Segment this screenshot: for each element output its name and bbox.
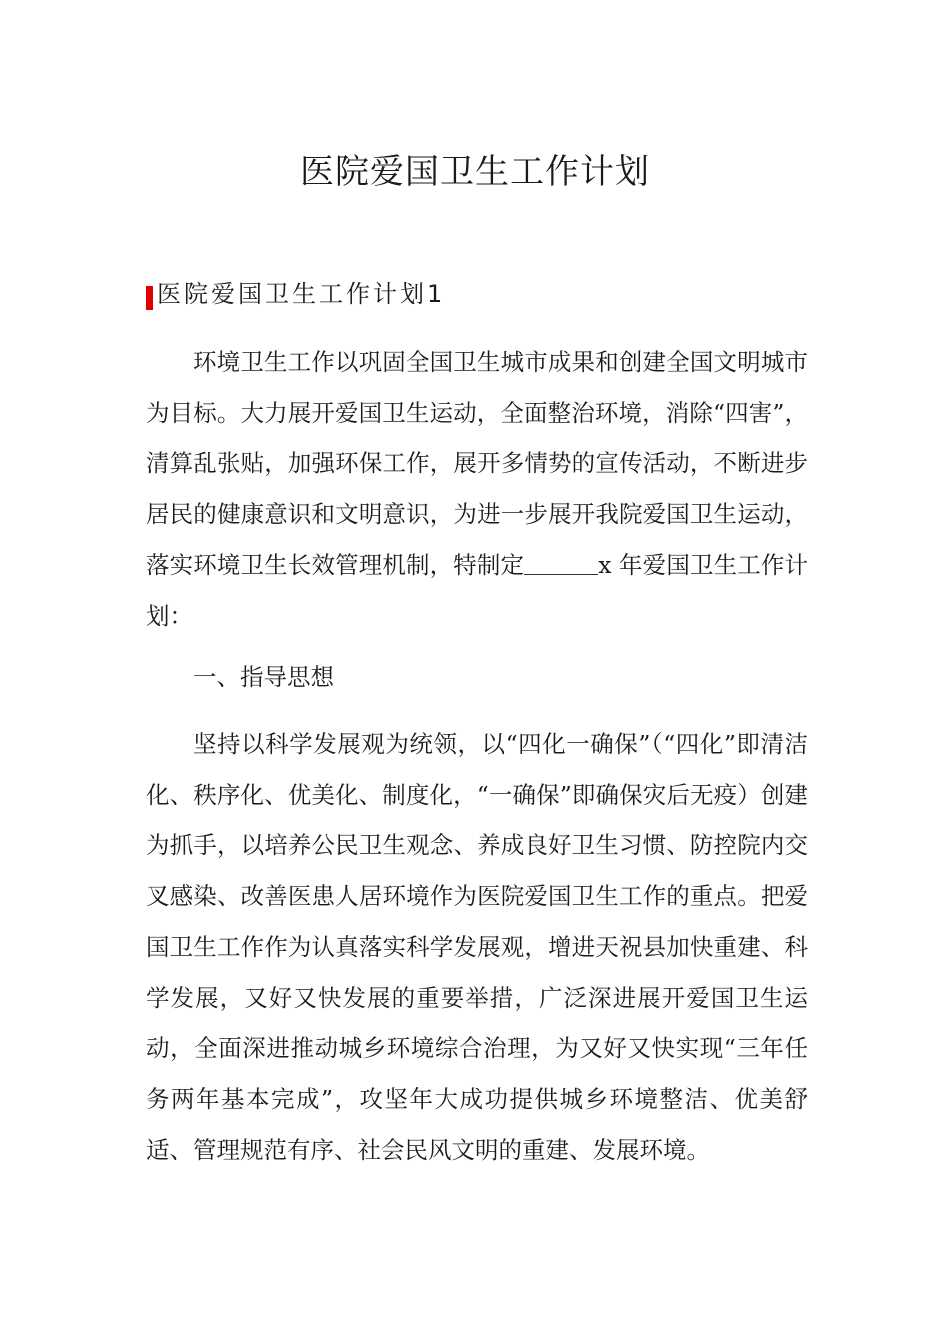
guiding-ideology-paragraph: 坚持以科学发展观为统领，以“四化一确保”（“四化”即清洁化、秩序化、优美化、制度化，“一确保”即确保灾后无疫）创建为抓手，以培养公民卫生观念、养成良好卫生习惯、防控院内交叉感染、改善医患人居环境作为医院爱国卫生工作的重点。把爱国卫生工作作为认真落实科学发展观，增进天祝县加快重建、科学发展，又好又快发展的重要举措，广泛深进展开爱国卫生运动，全面深进推动城乡环境综合治理，为又好又快实现“三年任务两年基本完成”，攻坚年大成功提供城乡环境整洁、优美舒适、管理规范有序、社会民风文明的重建、发展环境。 bbox=[146, 730, 808, 1164]
section-heading-text: 医院爱国卫生工作计划1 bbox=[157, 279, 446, 308]
intro-text-before-blank: 环境卫生工作以巩固全国卫生城市成果和创建全国文明城市为目标。大力展开爱国卫生运动，全面整治环境，消除“四害”，清算乱张贴，加强环保工作，展开多情势的宣传活动，不断进步居民的健康意识和文明意识，为进一步展开我院爱国卫生运动，落实环境卫生长效管理机制，特制定 bbox=[146, 348, 808, 579]
section-heading bbox=[146, 272, 445, 310]
fill-in-blank bbox=[524, 552, 598, 575]
red-marker-icon bbox=[146, 286, 153, 310]
subheading-guiding-ideology: 一、指导思想 bbox=[193, 663, 334, 691]
document-title: 医院爱国卫生工作计划 bbox=[300, 152, 650, 192]
intro-text-after-blank: x 年爱国卫生工作计划： bbox=[146, 550, 808, 630]
intro-paragraph bbox=[146, 337, 808, 641]
